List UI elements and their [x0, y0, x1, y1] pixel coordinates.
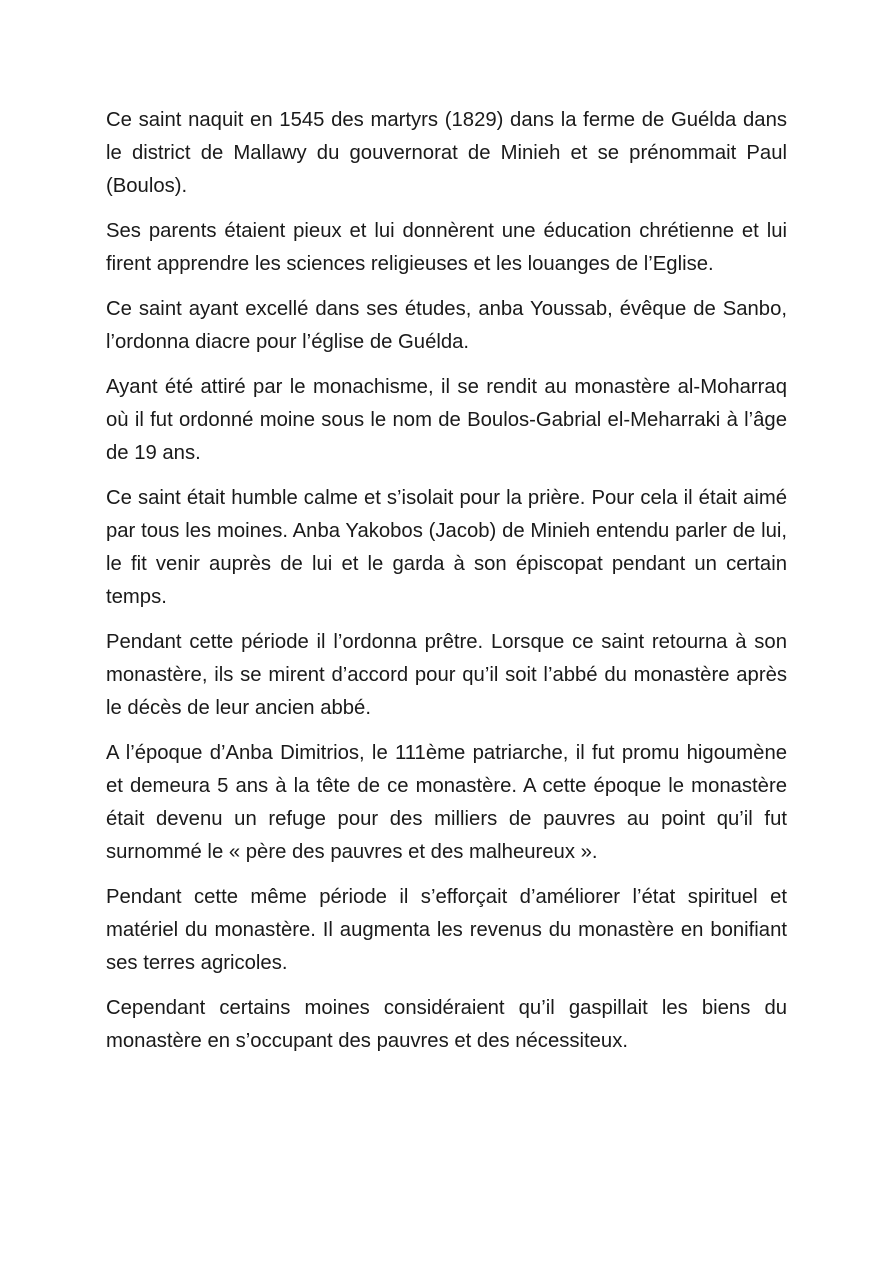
paragraph-3: Ce saint ayant excellé dans ses études, anba Youssab, évêque de Sanbo, l’ordonna diacre pour l’église de Guélda.	[106, 298, 787, 353]
document-page	[106, 104, 787, 1070]
paragraph-4: Ayant été attiré par le monachisme, il se rendit au monastère al-Moharraq où il fut ordonné moine sous le nom de Boulos-Gabrial el-Meharraki à l’âge de 19 ans.	[106, 376, 787, 464]
paragraph-7: A l’époque d’Anba Dimitrios, le 111ème patriarche, il fut promu higoumène et demeura 5 ans à la tête de ce monastère. A cette époque le monastère était devenu un refuge pour des milliers de pauvres au point qu’il fut surnommé le « père des pauvres et des malheureux ».	[106, 742, 787, 863]
paragraph-9: Cependant certains moines considéraient qu’il gaspillait les biens du monastère en s’occupant des pauvres et des nécessiteux.	[106, 997, 787, 1052]
paragraph-8: Pendant cette même période il s’efforçait d’améliorer l’état spirituel et matériel du monastère. Il augmenta les revenus du monastère en bonifiant ses terres agricoles.	[106, 886, 787, 974]
paragraph-5: Ce saint était humble calme et s’isolait pour la prière. Pour cela il était aimé par tous les moines. Anba Yakobos (Jacob) de Minieh entendu parler de lui, le fit venir auprès de lui et le garda à son épiscopat pendant un certain temps.	[106, 487, 787, 608]
paragraph-1: Ce saint naquit en 1545 des martyrs (1829) dans la ferme de Guélda dans le district de Mallawy du gouvernorat de Minieh et se prénommait Paul (Boulos).	[106, 109, 787, 197]
paragraph-6: Pendant cette période il l’ordonna prêtre. Lorsque ce saint retourna à son monastère, ils se mirent d’accord pour qu’il soit l’abbé du monastère après le décès de leur ancien abbé.	[106, 631, 787, 719]
paragraph-2: Ses parents étaient pieux et lui donnèrent une éducation chrétienne et lui firent apprendre les sciences religieuses et les louanges de l’Eglise.	[106, 220, 787, 275]
